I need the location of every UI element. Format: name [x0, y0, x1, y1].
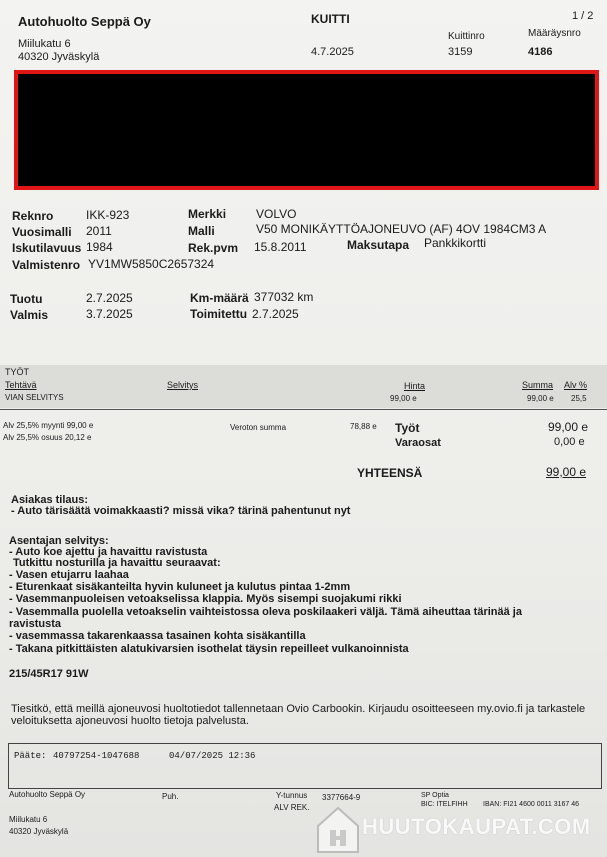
mechanic-line: - Vasemmalla puolella vetoakselin vaihteistossa oleva poskilaakeri väljä. Tämä aiheuttaa tärinää ja [9, 606, 522, 618]
footer-bic: BIC: ITELFIHH [421, 801, 468, 808]
tuotu-value: 2.7.2025 [86, 291, 133, 305]
receipt-date: 4.7.2025 [311, 46, 354, 58]
tyot-value: 99,00 e [548, 420, 589, 434]
order-no: 4186 [528, 46, 553, 58]
document-title: KUITTI [311, 12, 350, 26]
merkki-value: VOLVO [256, 207, 297, 221]
mechanic-line: - Takana pitkittäisten alatukivarsien isothelat täysin repeilleet vulkanoinnista [9, 643, 409, 655]
mechanic-line: ravistusta [9, 618, 61, 630]
grand-total-value: 99,00 e [546, 465, 587, 479]
work-table-divider [0, 409, 607, 410]
valmistenro-label: Valmistenro [12, 258, 81, 272]
footer-ytunnus-label: Y-tunnus [276, 791, 308, 800]
customer-order-line: - Auto tärisäätä voimakkaasti? missä vika? tärinä pahentunut nyt [11, 505, 351, 517]
net-sum-value: 78,88 e [350, 422, 377, 431]
footer-company: Autohuolto Seppä Oy [9, 790, 86, 799]
company-address-2: 40320 Jyväskylä [18, 51, 100, 63]
payment-terminal-box [8, 743, 602, 789]
col-header-description: Selvitys [167, 380, 199, 390]
receipt-no-label: Kuittinro [448, 31, 485, 42]
reknro-value: IKK-923 [86, 208, 130, 222]
rekpvm-label: Rek.pvm [188, 241, 239, 255]
work-section-title: TYÖT [5, 367, 29, 377]
valmis-label: Valmis [10, 308, 49, 322]
company-address-1: Miilukatu 6 [18, 38, 71, 50]
vuosimalli-label: Vuosimalli [12, 225, 72, 239]
toimitettu-label: Toimitettu [190, 307, 248, 321]
order-no-label: Määräysnro [528, 28, 581, 39]
merkki-label: Merkki [188, 207, 227, 221]
footer-bank-name: SP Optia [421, 792, 449, 799]
notice-line-2: veloituksetta ajoneuvosi huolto tietoja palvelusta. [11, 715, 249, 727]
mechanic-line: - Auto koe ajettu ja havaittu ravistusta [9, 546, 208, 558]
mechanic-line: - Eturenkaat sisäkanteilta hyvin kuluneet ja kulutus pintaa 1-2mm [9, 581, 351, 593]
col-header-sum: Summa [522, 380, 554, 390]
work-row-price: 99,00 e [390, 394, 417, 403]
work-table-band [0, 365, 607, 408]
rekpvm-value: 15.8.2011 [254, 240, 307, 254]
iskutilavuus-value: 1984 [86, 240, 113, 254]
footer-iban: IBAN: FI21 4600 0011 3167 46 [483, 801, 579, 808]
watermark-text: HUUTOKAUPAT.COM [362, 814, 591, 839]
customer-order-title: Asiakas tilaus: [11, 494, 89, 506]
work-row-sum: 99,00 e [527, 394, 554, 403]
mechanic-report-title: Asentajan selvitys: [9, 535, 109, 547]
footer-alv: ALV REK. [274, 803, 310, 812]
reknro-label: Reknro [12, 209, 54, 223]
malli-value: V50 MONIKÄYTTÖAJONEUVO (AF) 4OV 1984CM3 A [256, 222, 547, 236]
redacted-customer-block [14, 70, 599, 190]
page-number: 1 / 2 [572, 10, 594, 22]
watermark [316, 800, 606, 855]
vat-share-line: Alv 25,5% osuus 20,12 e [3, 433, 92, 442]
mechanic-line: - Vasen etujarru laahaa [9, 569, 129, 581]
vuosimalli-value: 2011 [86, 224, 112, 238]
receipt-no: 3159 [448, 46, 473, 58]
vat-sales-line: Alv 25,5% myynti 99,00 e [3, 421, 94, 430]
iskutilavuus-label: Iskutilavuus [12, 241, 82, 255]
terminal-label: Pääte: [14, 751, 47, 761]
notice-line-1: Tiesitkö, että meillä ajoneuvosi huoltotiedot tallennetaan Ovio Carbookin. Kirjaudu osoitteeseen my.ovio.fi ja tarkastele [11, 703, 586, 715]
tyot-label: Työt [395, 421, 420, 435]
tyre-size: 215/45R17 91W [9, 668, 89, 680]
varaosat-label: Varaosat [395, 437, 441, 449]
col-header-task: Tehtävä [5, 380, 37, 390]
mechanic-line: - vasemmassa takarenkaassa tasainen kohta sisäkantilla [9, 630, 306, 642]
tuotu-label: Tuotu [10, 292, 43, 306]
mechanic-line: Tutkittu nosturilla ja havaittu seuraavat: [13, 557, 221, 569]
maksutapa-value: Pankkikortti [424, 236, 487, 250]
malli-label: Malli [188, 224, 215, 238]
col-header-vat: Alv % [564, 380, 588, 390]
valmis-value: 3.7.2025 [86, 307, 133, 321]
toimitettu-value: 2.7.2025 [252, 307, 299, 321]
footer-address-2: 40320 Jyväskylä [9, 827, 69, 836]
mechanic-line: - Vasemmanpuoleisen vetoakselissa klappia. Myös sisempi suojakumi rikki [9, 593, 402, 605]
company-name: Autohuolto Seppä Oy [18, 14, 151, 29]
valmistenro-value: YV1MW5850C2657324 [88, 257, 215, 271]
maksutapa-label: Maksutapa [347, 238, 410, 252]
footer-ytunnus: 3377664-9 [322, 793, 361, 802]
km-label: Km-määrä [190, 291, 249, 305]
varaosat-value: 0,00 e [554, 436, 585, 448]
terminal-id: 40797254-1047688 [53, 751, 140, 761]
terminal-datetime: 04/07/2025 12:36 [169, 751, 256, 761]
work-row-vat: 25,5 [571, 394, 587, 403]
col-header-price: Hinta [404, 381, 426, 391]
footer-address-1: Miilukatu 6 [9, 815, 48, 824]
km-value: 377032 km [254, 290, 314, 304]
grand-total-label: YHTEENSÄ [357, 466, 423, 480]
footer-phone-label: Puh. [162, 792, 179, 801]
work-row-task: VIAN SELVITYS [5, 393, 64, 402]
net-sum-label: Veroton summa [230, 423, 287, 432]
